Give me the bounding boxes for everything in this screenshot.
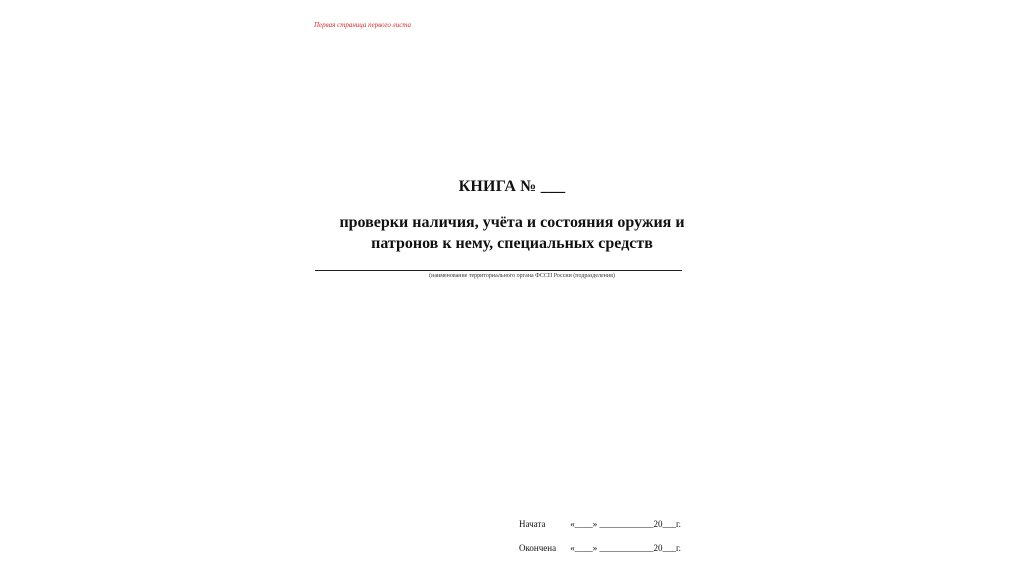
book-title: КНИГА № ___ xyxy=(458,178,566,195)
subtitle-line-2: патронов к нему, специальных средств xyxy=(371,235,653,252)
end-date-label: Окончена xyxy=(519,543,557,553)
subtitle-line-1: проверки наличия, учёта и состояния оружия и xyxy=(339,214,685,231)
end-date-value: «____» ____________20___г. xyxy=(570,543,681,553)
start-date-row xyxy=(519,519,681,529)
corner-note: Первая страница первого листа xyxy=(314,21,411,29)
organization-caption: (наименование территориального органа ФССП России (подразделения) xyxy=(429,273,615,279)
end-date-row xyxy=(519,543,681,553)
book-subtitle xyxy=(262,212,762,254)
start-date-label: Начата xyxy=(519,519,546,529)
organization-underline xyxy=(315,270,682,271)
start-date-value: «____» ____________20___г. xyxy=(570,519,681,529)
